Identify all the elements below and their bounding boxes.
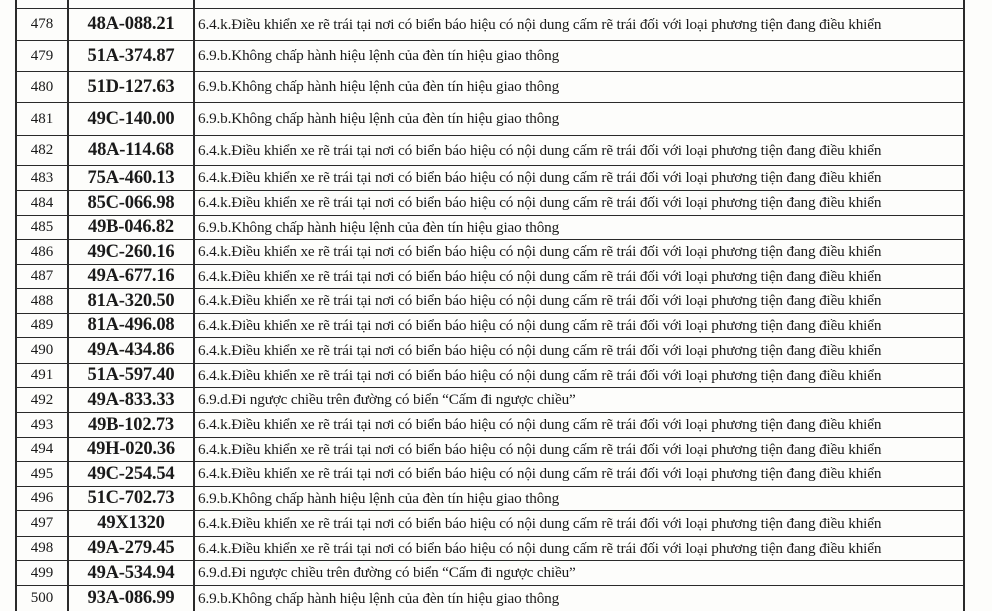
- license-plate: 49C-140.00: [69, 103, 195, 135]
- license-plate: 49B-046.82: [69, 216, 195, 239]
- row-number: 483: [17, 166, 69, 190]
- license-plate: [69, 0, 195, 8]
- violations-table: [15, 0, 965, 611]
- license-plate: 49H-020.36: [69, 438, 195, 461]
- row-number: 480: [17, 72, 69, 102]
- table-row: [17, 510, 963, 536]
- row-number: 478: [17, 9, 69, 40]
- violation-description: 6.4.k.Điều khiển xe rẽ trái tại nơi có biển báo hiệu có nội dung cấm rẽ trái đối với loại phương tiện đang điều khiển: [198, 539, 882, 557]
- violation-description: 6.4.k.Điều khiển xe rẽ trái tại nơi có biển báo hiệu có nội dung cấm rẽ trái đối với loại phương tiện đang điều khiển: [198, 169, 882, 186]
- table-row: [17, 215, 963, 239]
- license-plate: 49X1320: [69, 511, 195, 536]
- violation-description: 6.4.k.Điều khiển xe rẽ trái tại nơi có biển báo hiệu có nội dung cấm rẽ trái đối với loại phương tiện đang điều khiển: [198, 243, 882, 260]
- row-number: 490: [17, 338, 69, 363]
- table-row: [17, 190, 963, 215]
- table-row: [17, 313, 963, 337]
- license-plate: 49A-434.86: [69, 338, 195, 363]
- table-row: [17, 585, 963, 611]
- table-row: [17, 461, 963, 486]
- row-number: 482: [17, 136, 69, 165]
- row-number: 496: [17, 487, 69, 510]
- violation-description: 6.4.k.Điều khiển xe rẽ trái tại nơi có biển báo hiệu có nội dung cấm rẽ trái đối với loại phương tiện đang điều khiển: [198, 267, 882, 285]
- row-number: 494: [17, 438, 69, 461]
- license-plate: 49A-534.94: [69, 561, 195, 585]
- license-plate: 51D-127.63: [69, 72, 195, 102]
- table-row: [17, 486, 963, 510]
- license-plate: 51A-597.40: [69, 364, 195, 387]
- violation-description: 6.9.b.Không chấp hành hiệu lệnh của đèn tín hiệu giao thông: [198, 218, 560, 236]
- table-row: [17, 71, 963, 102]
- table-row: [17, 560, 963, 585]
- table-row: [17, 412, 963, 437]
- table-row: [17, 8, 963, 40]
- license-plate: 81A-320.50: [69, 289, 195, 313]
- violation-description: 6.9.b.Không chấp hành hiệu lệnh của đèn tín hiệu giao thông: [198, 589, 560, 607]
- table-row: [17, 437, 963, 461]
- row-number: 495: [17, 462, 69, 486]
- row-number: 499: [17, 561, 69, 585]
- violation-description: 6.9.b.Không chấp hành hiệu lệnh của đèn tín hiệu giao thông: [198, 78, 560, 95]
- violation-description: 6.4.k.Điều khiển xe rẽ trái tại nơi có biển báo hiệu có nội dung cấm rẽ trái đối với loại phương tiện đang điều khiển: [198, 194, 882, 211]
- table-row: [17, 102, 963, 135]
- violation-description: 6.4.k.Điều khiển xe rẽ trái tại nơi có biển báo hiệu có nội dung cấm rẽ trái đối với loại phương tiện đang điều khiển: [198, 292, 882, 309]
- license-plate: 93A-086.99: [69, 586, 195, 611]
- table-row: [17, 363, 963, 387]
- violation-description: 6.4.k.Điều khiển xe rẽ trái tại nơi có biển báo hiệu có nội dung cấm rẽ trái đối với loại phương tiện đang điều khiển: [198, 416, 882, 433]
- violation-description: 6.4.k.Điều khiển xe rẽ trái tại nơi có biển báo hiệu có nội dung cấm rẽ trái đối với loại phương tiện đang điều khiển: [198, 316, 882, 334]
- row-number: 493: [17, 413, 69, 437]
- table-row: [17, 239, 963, 264]
- license-plate: 49A-279.45: [69, 537, 195, 560]
- table-row: [17, 337, 963, 363]
- row-number: 497: [17, 511, 69, 536]
- row-number: 492: [17, 388, 69, 412]
- table-row: [17, 0, 963, 8]
- license-plate: 49A-833.33: [69, 388, 195, 412]
- license-plate: 49A-677.16: [69, 265, 195, 288]
- row-number: 486: [17, 240, 69, 264]
- violation-description: 6.4.k.Điều khiển xe rẽ trái tại nơi có biển báo hiệu có nội dung cấm rẽ trái đối với loại phương tiện đang điều khiển: [198, 514, 882, 532]
- row-number: 487: [17, 265, 69, 288]
- row-number: 479: [17, 41, 69, 71]
- table-row: [17, 264, 963, 288]
- row-number: 485: [17, 216, 69, 239]
- table-row: [17, 536, 963, 560]
- row-number: [17, 0, 69, 8]
- violation-description: 6.4.k.Điều khiển xe rẽ trái tại nơi có biển báo hiệu có nội dung cấm rẽ trái đối với loại phương tiện đang điều khiển: [198, 15, 882, 33]
- violation-description: 6.4.k.Điều khiển xe rẽ trái tại nơi có biển báo hiệu có nội dung cấm rẽ trái đối với loại phương tiện đang điều khiển: [198, 141, 882, 159]
- violation-description: 6.4.k.Điều khiển xe rẽ trái tại nơi có biển báo hiệu có nội dung cấm rẽ trái đối với loại phương tiện đang điều khiển: [198, 465, 882, 482]
- license-plate: 49C-254.54: [69, 462, 195, 486]
- license-plate: 85C-066.98: [69, 191, 195, 215]
- license-plate: 48A-114.68: [69, 136, 195, 165]
- violation-description: 6.9.b.Không chấp hành hiệu lệnh của đèn tín hiệu giao thông: [198, 47, 560, 64]
- violation-description: 6.4.k.Điều khiển xe rẽ trái tại nơi có biển báo hiệu có nội dung cấm rẽ trái đối với loại phương tiện đang điều khiển: [198, 341, 882, 359]
- violation-description: [195, 0, 963, 8]
- row-number: 498: [17, 537, 69, 560]
- license-plate: 81A-496.08: [69, 314, 195, 337]
- license-plate: 49B-102.73: [69, 413, 195, 437]
- table-row: [17, 40, 963, 71]
- row-number: 500: [17, 586, 69, 611]
- table-row: [17, 135, 963, 165]
- violation-description: 6.9.d.Đi ngược chiều trên đường có biển “Cấm đi ngược chiều”: [198, 564, 576, 581]
- table-row: [17, 165, 963, 190]
- table-row: [17, 387, 963, 412]
- violation-description: 6.9.b.Không chấp hành hiệu lệnh của đèn tín hiệu giao thông: [198, 110, 560, 127]
- license-plate: 49C-260.16: [69, 240, 195, 264]
- license-plate: 75A-460.13: [69, 166, 195, 190]
- row-number: 491: [17, 364, 69, 387]
- violation-description: 6.9.d.Đi ngược chiều trên đường có biển “Cấm đi ngược chiều”: [198, 391, 576, 408]
- violation-description: 6.4.k.Điều khiển xe rẽ trái tại nơi có biển báo hiệu có nội dung cấm rẽ trái đối với loại phương tiện đang điều khiển: [198, 440, 882, 458]
- row-number: 481: [17, 103, 69, 135]
- license-plate: 48A-088.21: [69, 9, 195, 40]
- violation-description: 6.4.k.Điều khiển xe rẽ trái tại nơi có biển báo hiệu có nội dung cấm rẽ trái đối với loại phương tiện đang điều khiển: [198, 366, 882, 384]
- violation-description: 6.9.b.Không chấp hành hiệu lệnh của đèn tín hiệu giao thông: [198, 489, 560, 507]
- table-row: [17, 288, 963, 313]
- license-plate: 51C-702.73: [69, 487, 195, 510]
- license-plate: 51A-374.87: [69, 41, 195, 71]
- row-number: 484: [17, 191, 69, 215]
- row-number: 489: [17, 314, 69, 337]
- row-number: 488: [17, 289, 69, 313]
